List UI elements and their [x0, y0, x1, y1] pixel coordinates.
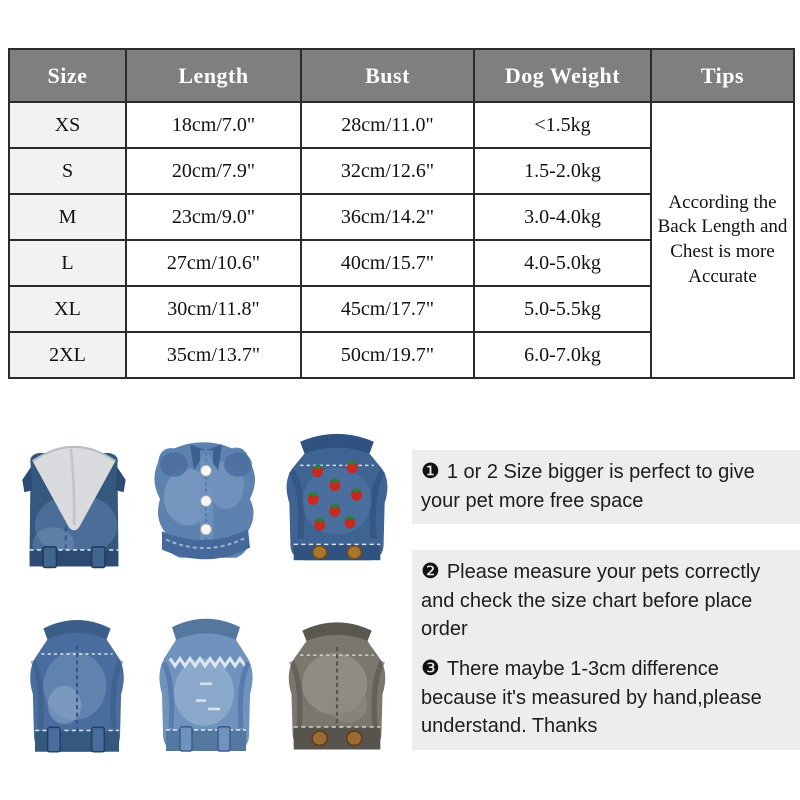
weight-value: 6.0-7.0kg [474, 332, 651, 378]
length-value: 18cm/7.0" [126, 102, 301, 148]
column-header-bust: Bust [301, 49, 474, 102]
size-value: 2XL [9, 332, 126, 378]
note-size-bigger [412, 450, 800, 524]
hooded-denim-jacket-graphic [12, 420, 136, 585]
photo-denim-jacket-front [146, 418, 266, 580]
weight-value: 3.0-4.0kg [474, 194, 651, 240]
weight-value: 1.5-2.0kg [474, 148, 651, 194]
circled-number-2-icon: ❷ [421, 560, 440, 583]
note-measure-pets [412, 550, 800, 653]
note-text: 1 or 2 Size bigger is perfect to give your pet more free space [421, 461, 755, 512]
tips-cell: According the Back Length and Chest is more Accurate [651, 102, 794, 378]
size-value: L [9, 240, 126, 286]
weight-value: 5.0-5.5kg [474, 286, 651, 332]
length-value: 30cm/11.8" [126, 286, 301, 332]
size-value: S [9, 148, 126, 194]
denim-jacket-front-graphic [146, 418, 266, 580]
weight-value: <1.5kg [474, 102, 651, 148]
bust-value: 40cm/15.7" [301, 240, 474, 286]
length-value: 20cm/7.9" [126, 148, 301, 194]
column-header-size: Size [9, 49, 126, 102]
size-value: XL [9, 286, 126, 332]
column-header-dog-weight: Dog Weight [474, 49, 651, 102]
length-value: 27cm/10.6" [126, 240, 301, 286]
column-header-tips: Tips [651, 49, 794, 102]
size-chart-table [8, 48, 795, 379]
photo-hooded-denim-jacket [12, 420, 136, 585]
photo-grey-denim-vest [272, 606, 402, 770]
bust-value: 36cm/14.2" [301, 194, 474, 240]
circled-number-3-icon: ❸ [421, 657, 440, 680]
frayed-collar-denim-vest-graphic [146, 604, 266, 772]
column-header-length: Length [126, 49, 301, 102]
length-value: 23cm/9.0" [126, 194, 301, 240]
length-value: 35cm/13.7" [126, 332, 301, 378]
grey-denim-vest-graphic [272, 606, 402, 770]
photo-blue-denim-vest-back [14, 603, 140, 773]
note-text: There maybe 1-3cm difference because it's measured by hand,please understand. Thanks [421, 658, 762, 738]
size-value: M [9, 194, 126, 240]
blue-denim-vest-back-graphic [14, 603, 140, 773]
bust-value: 32cm/12.6" [301, 148, 474, 194]
weight-value: 4.0-5.0kg [474, 240, 651, 286]
bust-value: 28cm/11.0" [301, 102, 474, 148]
bust-value: 45cm/17.7" [301, 286, 474, 332]
circled-number-1-icon: ❶ [421, 460, 440, 483]
strawberry-denim-vest-graphic [272, 420, 402, 578]
table-header-row [9, 49, 794, 102]
size-value: XS [9, 102, 126, 148]
photo-frayed-collar-denim-vest [146, 604, 266, 772]
bust-value: 50cm/19.7" [301, 332, 474, 378]
note-measure-difference [412, 647, 800, 750]
photo-strawberry-denim-vest [272, 420, 402, 578]
note-text: Please measure your pets correctly and check the size chart before place order [421, 561, 761, 641]
table-row [9, 102, 794, 148]
